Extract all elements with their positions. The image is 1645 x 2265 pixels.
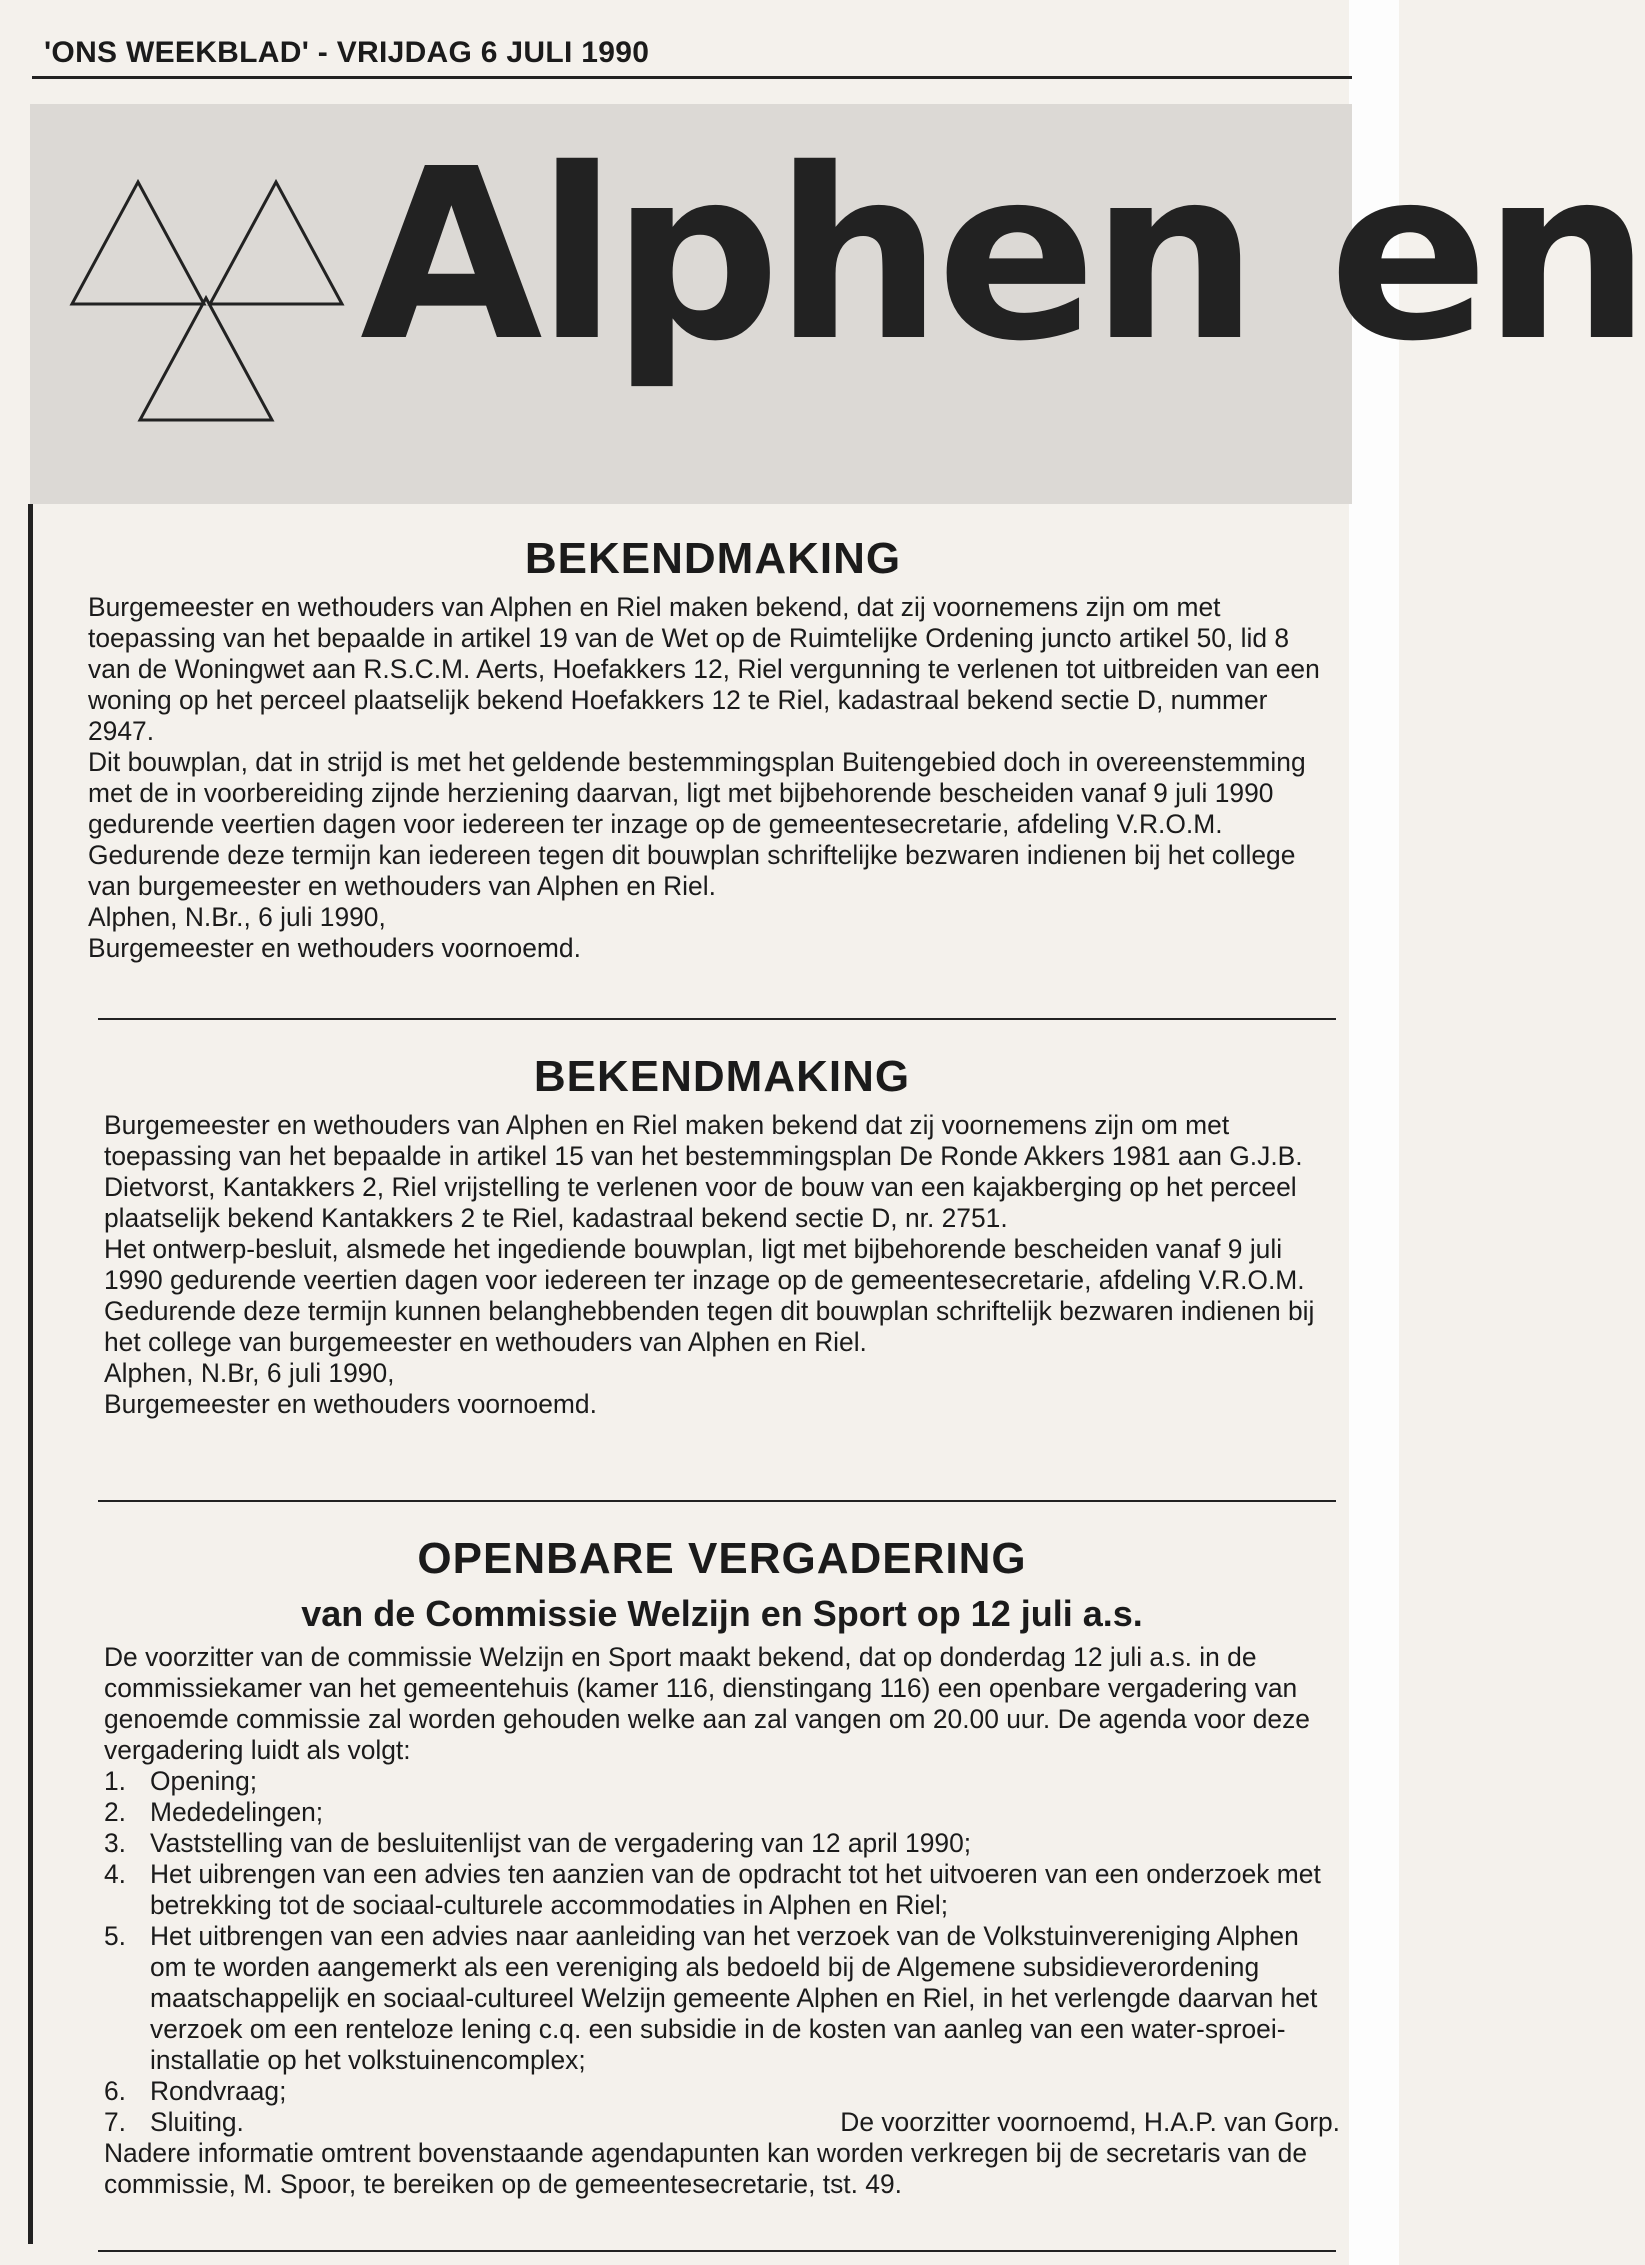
agenda-item: 3. Vaststelling van de besluitenlijst van de vergadering van 12 april 1990; bbox=[104, 1828, 972, 1858]
masthead bbox=[30, 104, 1645, 504]
notice-intro: De voorzitter van de commissie Welzijn en Sport maakt bekend, dat op donderdag 12 juli a.s. in de commissiekamer van het gemeentehuis (kamer 116, dienstingang 116) een openbare vergadering van genoemde commissie zal worden gehouden welke aan zal vangen om 20.00 uur. De agenda voor deze vergadering luidt als volgt: bbox=[104, 1642, 1310, 1765]
agenda-item: 6. Rondvraag; bbox=[104, 2076, 287, 2106]
triangles-logo-icon bbox=[66, 164, 366, 424]
notice-paragraph: Gedurende deze termijn kan iedereen tegen dit bouwplan schriftelijke bezwaren indienen bij het college van burgemeester en wethouders van Alphen en Riel. bbox=[88, 840, 1296, 901]
section-divider bbox=[98, 2250, 1336, 2252]
notice-subtitle: van de Commissie Welzijn en Sport op 12 juli a.s. bbox=[301, 1593, 1143, 1634]
agenda-item: 5. Het uitbrengen van een advies naar aanleiding van het verzoek van de Volkstuinvereniging Alphen om te worden aangemerkt als een vereniging als bedoeld bij de Algemene subsidieverordening maatschappelijk en sociaal-cultureel Welzijn gemeente Alphen en Riel, in het verlengde daarvan het verzoek om een renteloze lening c.q. een subsidie in de kosten van aanleg van een water-sproei-installatie op het volkstuinencomplex; bbox=[104, 1921, 1318, 2075]
notice-paragraph: Gedurende deze termijn kunnen belanghebbenden tegen dit bouwplan schriftelijk bezwaren indienen bij het college van burgemeester en wethouders van Alphen en Riel. bbox=[104, 1296, 1315, 1357]
notice-closing: Nadere informatie omtrent bovenstaande agendapunten kan worden verkregen bij de secretaris van de commissie, M. Spoor, te bereiken op de gemeentesecretarie, tst. 49. bbox=[104, 2138, 1307, 2199]
agenda-item-text: Sluiting. bbox=[150, 2107, 244, 2137]
chair-signature: De voorzitter voornoemd, H.A.P. van Gorp. bbox=[840, 2107, 1340, 2137]
notice-bekendmaking-2 bbox=[104, 1050, 1340, 1420]
agenda-item: 7. Sluiting. De voorzitter voornoemd, H.A.P. van Gorp. bbox=[104, 2107, 1340, 2137]
masthead-title: Alphen en bbox=[360, 118, 1645, 393]
section-divider bbox=[98, 1500, 1336, 1502]
header-rule bbox=[32, 76, 1352, 79]
agenda-item: 1. Opening; bbox=[104, 1766, 258, 1796]
sign-by: Burgemeester en wethouders voornoemd. bbox=[88, 933, 581, 963]
sign-by: Burgemeester en wethouders voornoemd. bbox=[104, 1389, 597, 1419]
agenda-item: 4. Het uibrengen van een advies ten aanzien van de opdracht tot het uitvoeren van een onderzoek met betrekking tot de sociaal-culturele accommodaties in Alphen en Riel; bbox=[104, 1859, 1321, 1920]
notice-title: OPENBARE VERGADERING bbox=[417, 1534, 1027, 1583]
notice-paragraph: Burgemeester en wethouders van Alphen en Riel maken bekend, dat zij voornemens zijn om met toepassing van het bepaalde in artikel 19 van de Wet op de Ruimtelijke Ordening juncto artikel 50, lid 8 van de Woningwet aan R.S.C.M. Aerts, Hoefakkers 12, Riel vergunning te verlenen tot uitbreiden van een woning op het perceel plaatselijk bekend Hoefakkers 12 te Riel, kadastraal bekend sectie D, nummer 2947. bbox=[88, 592, 1320, 746]
notice-bekendmaking-1 bbox=[88, 532, 1338, 964]
section-divider bbox=[98, 1018, 1336, 1020]
agenda-item: 2. Mededelingen; bbox=[104, 1797, 324, 1827]
sign-place-date: Alphen, N.Br, 6 juli 1990, bbox=[104, 1358, 395, 1388]
notice-title: BEKENDMAKING bbox=[524, 534, 902, 583]
notice-paragraph: Dit bouwplan, dat in strijd is met het geldende bestemmingsplan Buitengebied doch in overeenstemming met de in voorbereiding zijnde herziening daarvan, ligt met bijbehorende bescheiden vanaf 9 juli 1990 gedurende veertien dagen voor iedereen ter inzage op de gemeentesecretarie, afdeling V.R.O.M. bbox=[88, 747, 1306, 839]
column-rule bbox=[28, 504, 33, 2244]
notice-title: BEKENDMAKING bbox=[533, 1052, 911, 1101]
sign-place-date: Alphen, N.Br., 6 juli 1990, bbox=[88, 902, 386, 932]
agenda-list bbox=[104, 1766, 1340, 2138]
running-head: 'ONS WEEKBLAD' - VRIJDAG 6 JULI 1990 bbox=[44, 36, 650, 69]
notice-paragraph: Het ontwerp-besluit, alsmede het ingediende bouwplan, ligt met bijbehorende bescheiden vanaf 9 juli 1990 gedurende veertien dagen voor iedereen ter inzage op de gemeentesecretarie, afdeling V.R.O.M. bbox=[104, 1234, 1305, 1295]
notice-paragraph: Burgemeester en wethouders van Alphen en Riel maken bekend dat zij voornemens zijn om met toepassing van het bepaalde in artikel 15 van het bestemmingsplan De Ronde Akkers 1981 aan G.J.B. Dietvorst, Kantakkers 2, Riel vrijstelling te verlenen voor de bouw van een kajakberging op het perceel plaatselijk bekend Kantakkers 2 te Riel, kadastraal bekend sectie D, nr. 2751. bbox=[104, 1110, 1303, 1233]
notice-openbare-vergadering bbox=[104, 1532, 1340, 2200]
